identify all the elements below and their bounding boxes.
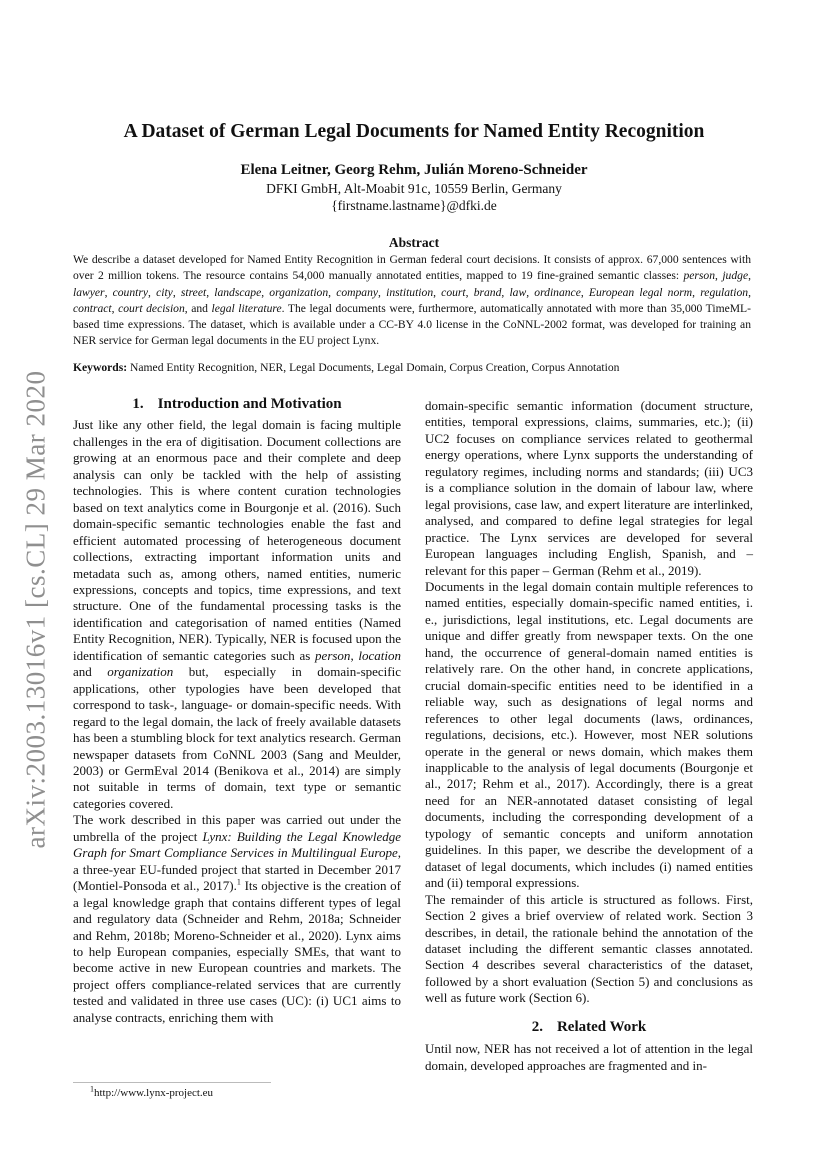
semantic-class-term: city [156, 285, 173, 299]
semantic-class-term: country [112, 285, 149, 299]
semantic-class-term: brand [473, 285, 502, 299]
keywords-text: Named Entity Recognition, NER, Legal Documents, Legal Domain, Corpus Creation, Corpus Annotation [130, 361, 620, 374]
semantic-class-term: judge [722, 269, 749, 283]
semantic-class-term: court [441, 285, 466, 299]
semantic-class-term: person [683, 269, 716, 283]
related-work-paragraph-1: Until now, NER has not received a lot of attention in the legal domain, developed approaches are fragmented and in- [425, 1041, 753, 1073]
abstract-heading: Abstract [388, 235, 440, 250]
section-heading-introduction: 1. Introduction and Motivation [132, 396, 342, 412]
semantic-class-term: ordinance [534, 285, 581, 299]
footnote-link[interactable]: http://www.lynx-project.eu [94, 1087, 214, 1099]
semantic-class-term: company [336, 285, 379, 299]
semantic-class-term: organization [269, 285, 329, 299]
paper-title: A Dataset of German Legal Documents for Named Entity Recognition [123, 121, 705, 142]
semantic-class-term: law [509, 285, 527, 299]
abstract-text: We describe a dataset developed for Named Entity Recognition in German federal court decisions. It consists of approx. 67,000 sentences with over 2 million tokens. The resource contains 54,000 manually annotated entities, mapped to 19 fine-grained semantic classes: person, judge, lawyer, country, city, street, landscape, organization, company, institution, court, brand, law, ordinance, European legal norm, regulation, contract, court decision, and legal literature. The legal documents were, furthermore, automatically annotated with more than 35,000 TimeML-based time expressions. The dataset, which is available under a CC-BY 4.0 license in the CoNNL-2002 format, was developed for training an NER service for German legal documents in the EU project Lynx. [73, 253, 751, 348]
intro-paragraph-4: Documents in the legal domain contain multiple references to named entities, especially domain-specific named entities, i. e., jurisdictions, legal institutions, etc. Legal documents are unique and differ greatly from newspaper texts. On the one hand, the occurrence of general-domain named entities is relatively rare. On the other hand, in concrete applications, crucial domain-specific entities need to be identified in a reliable way, such as designations of legal norms and references to other legal documents (laws, ordinances, regulations, decisions, etc.). However, most NER solutions operate in the general or news domain, which makes them inapplicable to the analysis of legal documents (Bourgonje et al., 2017; Rehm et al., 2017). Accordingly, there is a great need for an NER-annotated dataset consisting of legal documents, including the corresponding development of a typology of semantic concepts and uniform annotation guidelines. In this paper, we describe the development of a dataset of legal documents, which includes (i) named entities and (ii) temporal expressions. [425, 578, 753, 891]
semantic-class-list: person, judge, lawyer, country, city, street, landscape, organization, company, institution, court, brand, law, ordinance, European legal norm, regulation, contract, court decision [73, 269, 751, 315]
keywords [73, 360, 751, 376]
author-list: Elena Leitner, Georg Rehm, Julián Moreno-Schneider [240, 162, 588, 178]
semantic-class-term: regulation [700, 285, 749, 299]
intro-paragraph-1: Just like any other field, the legal domain is facing multiple challenges in the era of digitisation. Document collections are growing at an enormous pace and their complete and deep analysis can only be tackled with the help of assisting technologies. This is where content curation technologies based on text analytics come in Bourgonje et al. (2016). Such domain-specific semantic technologies enable the fast and efficient automated processing of heterogeneous document collections, extracting important information units and metadata such as, among others, named entities, numeric expressions, concepts and topics, time expressions, and text structure. One of the fundamental processing tasks is the identification and categorisation of named entities (Named Entity Recognition, NER). Typically, NER is focused upon the identification of semantic categories such as person, location and organization but, especially in domain-specific applications, other typologies have been developed that correspond to task-, language- or domain-specific needs. With regard to the legal domain, the lack of freely available datasets has been a stumbling block for text analytics research. German newspaper datasets from CoNNL 2003 (Sang and Meulder, 2003) or GermEval 2014 (Benikova et al., 2014) are simply not suitable in terms of domain, text type or semantic categories covered. [73, 417, 402, 811]
keywords-label: Keywords: [73, 361, 128, 374]
semantic-class-term: landscape [214, 285, 262, 299]
affiliation: DFKI GmbH, Alt-Moabit 91c, 10559 Berlin, Germany [266, 181, 562, 196]
arxiv-identifier-text: arXiv:2003.13016v1 [cs.CL] 29 Mar 2020 [20, 370, 51, 848]
semantic-class-term: institution [386, 285, 434, 299]
semantic-class-term: court decision [118, 301, 185, 315]
semantic-class-term: contract [73, 301, 112, 315]
footnote: $^1$http://www.lynx-project.eu [90, 1084, 214, 1099]
left-column [73, 396, 401, 1026]
footnote-marker: 1 [236, 877, 241, 887]
arxiv-identifier [14, 335, 58, 883]
right-column [425, 398, 753, 1074]
footnote-divider [73, 1082, 271, 1083]
intro-paragraph-3: domain-specific semantic information (document structure, entities, temporal expressions, claims, summaries, etc.); (ii) UC2 focuses on compliance services related to geothermal energy operations, where Lynx supports the understanding of regulatory regimes, including norms and standards; (iii) UC3 is a compliance solution in the domain of labour law, where legal provisions, case law, and expert literature are interlinked, analysed, and compared to define legal strategies for legal practice. The Lynx services are developed for several European languages including English, Spanish, and – relevant for this paper – German (Rehm et al., 2019). [425, 398, 753, 578]
section-heading-related-work: 2. Related Work [531, 1018, 647, 1035]
intro-paragraph-5: The remainder of this article is structured as follows. First, Section 2 gives a brief overview of related work. Section 3 describes, in detail, the rationale behind the annotation of the dataset including the different semantic classes annotated. Section 4 describes several characteristics of the dataset, followed by a short evaluation (Section 5) and conclusions as well as future work (Section 6). [425, 891, 753, 1006]
semantic-class-term: lawyer [73, 285, 105, 299]
semantic-class-term: European legal norm [588, 285, 693, 299]
contact-email: {firstname.lastname}@dfki.de [331, 198, 497, 213]
semantic-class-term: street [180, 285, 207, 299]
intro-paragraph-2: The work described in this paper was carried out under the umbrella of the project Lynx: Building the Legal Knowledge Graph for Smart Compliance Services in Multilingual Europe, a three-year EU-funded project that started in December 2017 (Montiel-Ponsoda et al., 2017).$^1$ Its objective is the creation of a legal knowledge graph that contains different types of legal and regulatory data (Schneider and Rehm, 2018a; Schneider and Rehm, 2018b; Moreno-Schneider et al., 2020). Lynx aims to help European companies, especially SMEs, that want to become active in new European countries and markets. The project offers compliance-related services that are currently tested and validated in three use cases (UC): (i) UC1 aims to analyse contracts, enriching them with [73, 812, 402, 1025]
